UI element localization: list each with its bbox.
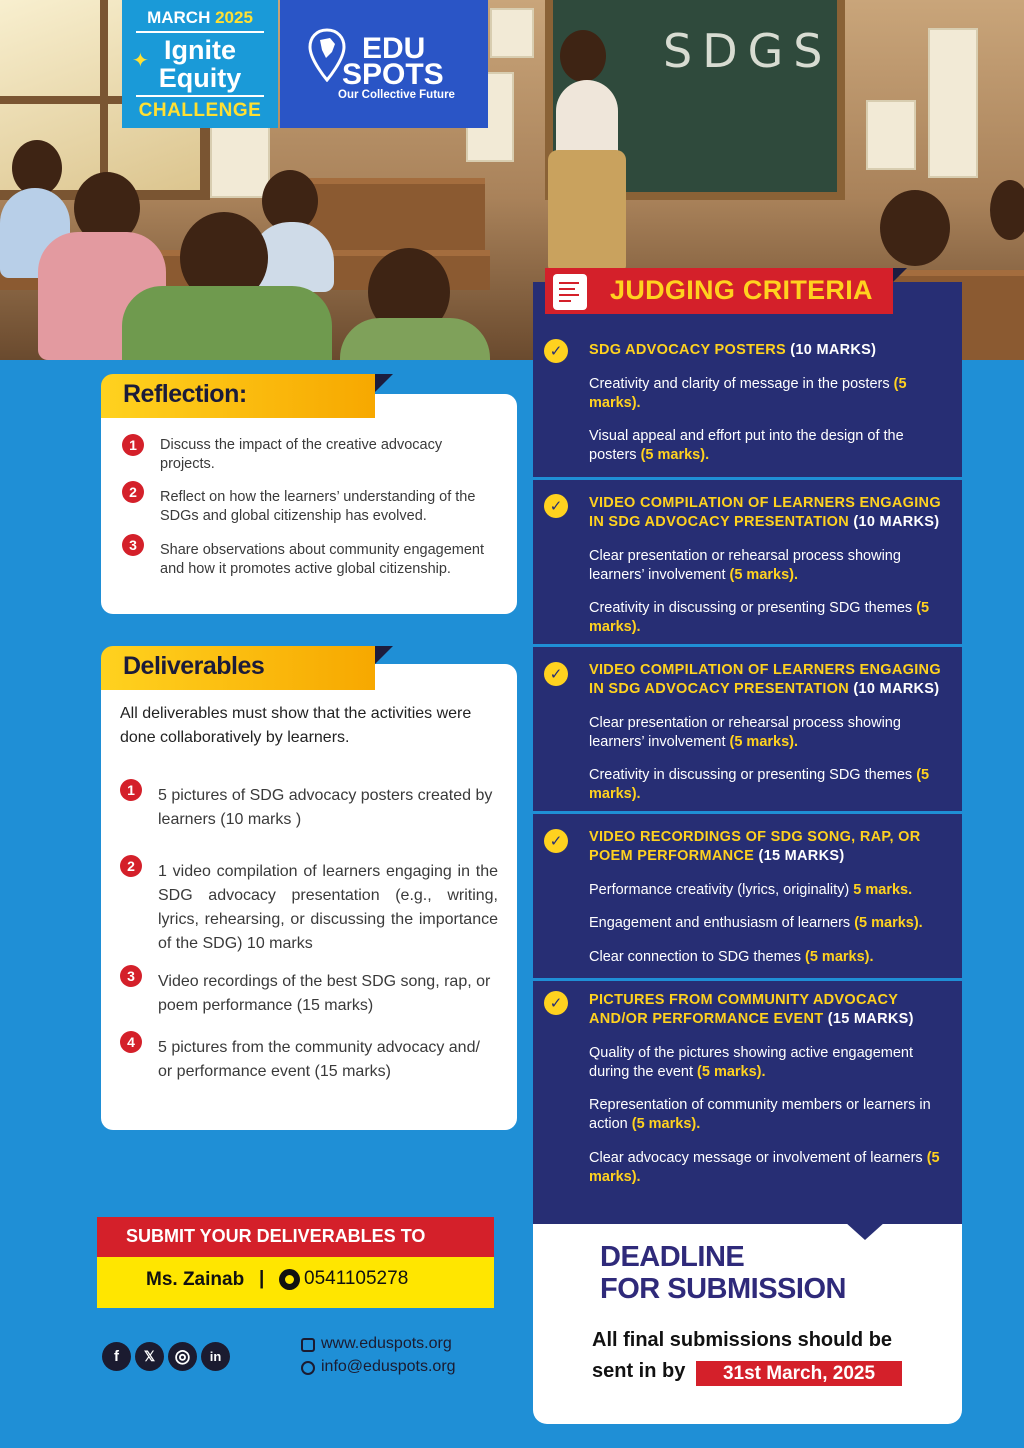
criterion-title <box>589 494 949 532</box>
facebook-icon[interactable]: f <box>102 1342 131 1371</box>
map-pin-icon <box>308 28 346 82</box>
criterion-line-marks: (5 marks). <box>729 734 799 750</box>
badge-date <box>122 8 278 28</box>
criterion-marks: (10 MARKS) <box>853 681 940 697</box>
criterion-line-text: Creativity in discussing or presenting SDG themes <box>589 600 913 616</box>
criterion-marks: (10 MARKS) <box>853 514 940 530</box>
deliverable-item: 1 video compilation of learners engaging in the SDG advocacy presentation (e.g., writing, lyrics, rehearsing, or discussing the importance of the SDG) 10 marks <box>158 863 498 952</box>
criterion-line <box>589 599 949 637</box>
criterion-title <box>589 661 949 699</box>
criterion-line <box>589 1096 949 1134</box>
document-icon <box>553 274 587 310</box>
badge-challenge: CHALLENGE <box>138 100 262 121</box>
criterion-line-marks: (5 marks). <box>805 949 874 965</box>
criterion-line-marks: (5 marks). <box>589 600 930 635</box>
submit-heading: SUBMIT YOUR DELIVERABLES TO <box>126 1226 426 1246</box>
deadline-title-line2: FOR SUBMISSION <box>600 1273 846 1305</box>
criterion-name: SDG ADVOCACY POSTERS <box>589 342 786 358</box>
check-icon: ✓ <box>544 829 568 853</box>
criterion-name: VIDEO COMPILATION OF LEARNERS ENGAGING IN SDG ADVOCACY PRESENTATION <box>589 495 941 530</box>
number-badge: 3 <box>122 534 144 556</box>
criterion-line-text: Engagement and enthusiasm of learners <box>589 915 851 931</box>
reflection-item: Discuss the impact of the creative advocacy projects. <box>160 437 443 472</box>
check-icon: ✓ <box>544 494 568 518</box>
criterion-line <box>589 766 949 804</box>
deadline-title-line1: DEADLINE <box>600 1241 745 1273</box>
logo-tagline: Our Collective Future <box>338 89 455 101</box>
criterion-marks: (15 MARKS) <box>758 848 845 864</box>
criterion-line <box>589 547 949 585</box>
criterion-line <box>589 948 949 967</box>
number-badge: 3 <box>120 965 142 987</box>
criterion-line <box>589 914 949 933</box>
criterion-line-marks: (5 marks). <box>589 1150 940 1185</box>
linkedin-icon[interactable]: in <box>201 1342 230 1371</box>
x-icon[interactable]: 𝕏 <box>135 1342 164 1371</box>
criterion-line <box>589 375 949 413</box>
section-divider <box>533 644 962 647</box>
header-fold <box>893 268 907 282</box>
wall-poster <box>210 118 270 198</box>
criterion-line-text: Performance creativity (lyrics, originality) <box>589 882 850 898</box>
criterion-line-text: Creativity and clarity of message in the posters <box>589 376 890 392</box>
number-badge: 2 <box>122 481 144 503</box>
criterion-name: VIDEO RECORDINGS OF SDG SONG, RAP, OR POEM PERFORMANCE <box>589 829 921 864</box>
reflection-item: Share observations about community engagement and how it promotes active global citizenship. <box>160 542 485 577</box>
criterion-line-text: Clear connection to SDG themes <box>589 949 801 965</box>
criterion-title <box>589 828 949 866</box>
criterion-line-marks: (5 marks). <box>729 567 799 583</box>
criterion-line-marks: (5 marks). <box>640 447 710 463</box>
criterion-line-text: Visual appeal and effort put into the design of the posters <box>589 428 904 463</box>
globe-icon <box>301 1361 315 1375</box>
criterion-line-text: Clear advocacy message or involvement of learners <box>589 1150 923 1166</box>
check-icon: ✓ <box>544 339 568 363</box>
contact-separator: | <box>259 1268 265 1289</box>
judging-criteria-panel <box>533 282 962 1224</box>
check-icon: ✓ <box>544 991 568 1015</box>
criterion-title <box>589 991 949 1029</box>
criterion-name: PICTURES FROM COMMUNITY ADVOCACY AND/OR PERFORMANCE EVENT <box>589 992 899 1027</box>
chalkboard-text: SDGS <box>663 24 833 78</box>
reflection-item: Reflect on how the learners’ understanding of the SDGs and global citizenship has evolved. <box>160 489 476 524</box>
criterion-line-marks: (5 marks). <box>589 767 930 802</box>
badge-title-line2: Equity <box>158 63 242 93</box>
tab-fold <box>375 646 393 664</box>
section-divider <box>533 811 962 814</box>
number-badge: 1 <box>120 779 142 801</box>
badge-divider <box>136 95 264 97</box>
deadline-notch <box>845 1222 885 1240</box>
logo-line1: EDU <box>362 32 426 65</box>
criterion-line-text: Clear presentation or rehearsal process showing learners’ involvement <box>589 548 901 583</box>
criterion-line-text: Quality of the pictures showing active engagement during the event <box>589 1045 914 1080</box>
number-badge: 1 <box>122 434 144 456</box>
badge-month: MARCH <box>147 8 211 27</box>
criterion-line-text: Representation of community members or learners in action <box>589 1097 931 1132</box>
criterion-line-marks: 5 marks. <box>853 882 913 898</box>
badge-divider <box>136 31 264 33</box>
deliverable-item: 5 pictures of SDG advocacy posters created by learners (10 marks ) <box>158 787 493 828</box>
whatsapp-icon <box>279 1269 300 1290</box>
logo-line2: SPOTS <box>342 58 444 91</box>
deliverables-intro: All deliverables must show that the activities were done collaboratively by learners. <box>120 705 472 746</box>
criterion-line-marks: (5 marks). <box>631 1116 701 1132</box>
contact-phone[interactable]: 0541105278 <box>304 1268 409 1289</box>
section-divider <box>533 477 962 480</box>
website-link[interactable]: www.eduspots.org <box>321 1335 452 1352</box>
deliverable-item: 5 pictures from the community advocacy and/ or performance event (15 marks) <box>158 1039 480 1080</box>
tab-fold <box>375 374 393 392</box>
instagram-icon[interactable]: ◎ <box>168 1342 197 1371</box>
star-icon: ✦ <box>132 48 149 72</box>
deliverable-item: Video recordings of the best SDG song, rap, or poem performance (15 marks) <box>158 973 491 1014</box>
reflection-title: Reflection: <box>123 380 247 408</box>
criterion-marks: (15 MARKS) <box>827 1011 914 1027</box>
challenge-badge <box>122 0 278 128</box>
contact-name: Ms. Zainab <box>146 1269 245 1290</box>
mail-icon <box>301 1338 315 1352</box>
criterion-line-text: Creativity in discussing or presenting SDG themes <box>589 767 913 783</box>
deadline-date: 31st March, 2025 <box>696 1361 902 1386</box>
wall-poster <box>490 8 534 58</box>
criterion-line <box>589 881 949 900</box>
criterion-line <box>589 1044 949 1082</box>
check-icon: ✓ <box>544 662 568 686</box>
criterion-line-marks: (5 marks). <box>854 915 923 931</box>
badge-year: 2025 <box>215 8 253 27</box>
eduspots-logo <box>280 0 488 128</box>
deliverables-title: Deliverables <box>123 652 265 680</box>
email-link[interactable]: info@eduspots.org <box>321 1358 456 1375</box>
criterion-marks: (10 MARKS) <box>790 342 877 358</box>
wall-poster <box>866 100 916 170</box>
criterion-line-marks: (5 marks). <box>697 1064 766 1080</box>
number-badge: 2 <box>120 855 142 877</box>
criterion-title <box>589 341 949 360</box>
criterion-line <box>589 1149 949 1187</box>
deadline-text-line1: All final submissions should be <box>592 1329 893 1351</box>
number-badge: 4 <box>120 1031 142 1053</box>
judging-criteria-title: JUDGING CRITERIA <box>610 275 873 305</box>
deadline-text-line2: sent in by <box>592 1360 686 1382</box>
criterion-line-marks: (5 marks). <box>589 376 907 411</box>
criterion-name: VIDEO COMPILATION OF LEARNERS ENGAGING IN SDG ADVOCACY PRESENTATION <box>589 662 941 697</box>
badge-title-line1: Ignite <box>164 35 236 65</box>
criterion-line <box>589 714 949 752</box>
deadline-box <box>533 1224 962 1424</box>
wall-poster <box>928 28 978 178</box>
criterion-line-text: Clear presentation or rehearsal process showing learners’ involvement <box>589 715 901 750</box>
criterion-line <box>589 427 949 465</box>
section-divider <box>533 978 962 981</box>
